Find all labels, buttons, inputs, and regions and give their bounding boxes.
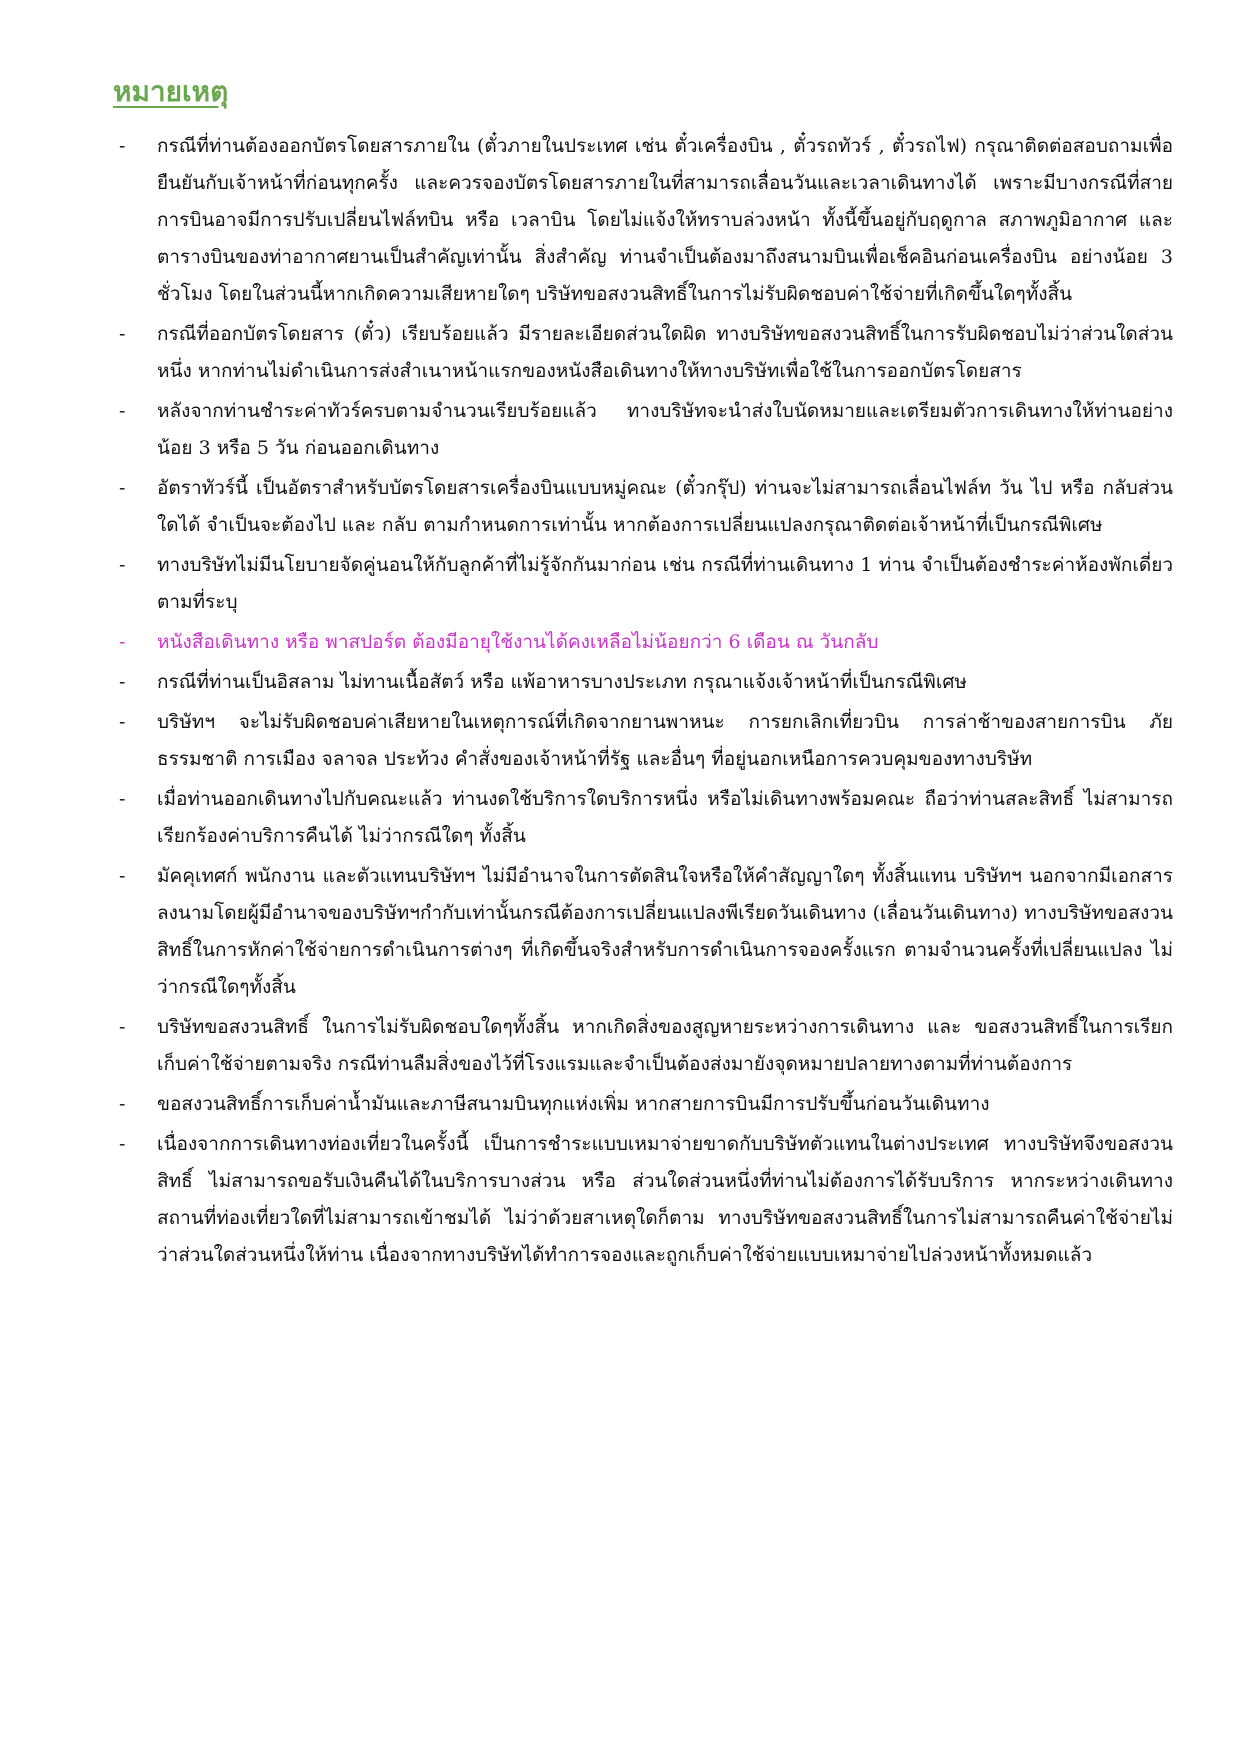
- notes-list: [113, 128, 1173, 1277]
- note-item-1: [113, 128, 1173, 313]
- bullet-dash: -: [119, 631, 126, 653]
- bullet-dash: -: [119, 865, 126, 887]
- note-text-6: หนังสือเดินทาง หรือ พาสปอร์ต ต้องมีอายุใช้งานได้คงเหลือไม่น้อยกว่า 6 เดือน ณ วันกลับ: [157, 631, 879, 653]
- bullet-dash: -: [119, 788, 126, 810]
- note-item-7: [113, 664, 1173, 701]
- note-text-13: เนื่องจากการเดินทางท่องเที่ยวในครั้งนี้ เป็นการชำระแบบเหมาจ่ายขาดกับบริษัทตัวแทนในต่างประเทศ ทางบริษัทจึงขอสงวนสิทธิ์ ไม่สามารถขอรับเงินคืนได้ในบริการบางส่วน หรือ ส่วนใดส่วนหนึ่งที่ท่านไม่ต้องการได้รับบริการ หากระหว่างเดินทาง สถานที่ท่องเที่ยวใดที่ไม่สามารถเข้าชมได้ ไม่ว่าด้วยสาเหตุใดก็ตาม ทางบริษัทขอสงวนสิทธิ์ในการไม่สามารถคืนค่าใช้จ่ายไม่ว่าส่วนใดส่วนหนึ่งให้ท่าน เนื่องจากทางบริษัทได้ทำการจองและถูกเก็บค่าใช้จ่ายแบบเหมาจ่ายไปล่วงหน้าทั้งหมดแล้ว: [157, 1133, 1173, 1266]
- bullet-dash: -: [119, 671, 126, 693]
- note-item-10: [113, 858, 1173, 1006]
- note-text-1: กรณีที่ท่านต้องออกบัตรโดยสารภายใน (ตั๋วภายในประเทศ เช่น ตั๋วเครื่องบิน , ตั๋วรถทัวร์ , ตั๋วรถไฟ) กรุณาติดต่อสอบถามเพื่อยืนยันกับเจ้าหน้าที่ก่อนทุกครั้ง และควรจองบัตรโดยสารภายในที่สามารถเลื่อนวันและเวลาเดินทางได้ เพราะมีบางกรณีที่สายการบินอาจมีการปรับเปลี่ยนไฟล์ทบิน หรือ เวลาบิน โดยไม่แจ้งให้ทราบล่วงหน้า ทั้งนี้ขึ้นอยู่กับฤดูกาล สภาพภูมิอากาศ และ ตารางบินของท่าอากาศยานเป็นสำคัญเท่านั้น สิ่งสำคัญ ท่านจำเป็นต้องมาถึงสนามบินเพื่อเช็คอินก่อนเครื่องบิน อย่างน้อย 3 ชั่วโมง โดยในส่วนนี้หากเกิดความเสียหายใดๆ บริษัทขอสงวนสิทธิ์ในการไม่รับผิดชอบค่าใช้จ่ายที่เกิดขึ้นใดๆทั้งสิ้น: [157, 135, 1173, 305]
- note-text-8: บริษัทฯ จะไม่รับผิดชอบค่าเสียหายในเหตุการณ์ที่เกิดจากยานพาหนะ การยกเลิกเที่ยวบิน การล่าช้าของสายการบิน ภัยธรรมชาติ การเมือง จลาจล ประท้วง คำสั่งของเจ้าหน้าที่รัฐ และอื่นๆ ที่อยู่นอกเหนือการควบคุมของทางบริษัท: [157, 711, 1173, 770]
- note-text-11: บริษัทขอสงวนสิทธิ์ ในการไม่รับผิดชอบใดๆทั้งสิ้น หากเกิดสิ่งของสูญหายระหว่างการเดินทาง และ ขอสงวนสิทธิ์ในการเรียกเก็บค่าใช้จ่ายตามจริง กรณีท่านลืมสิ่งของไว้ที่โรงแรมและจำเป็นต้องส่งมายังจุดหมายปลายทางตามที่ท่านต้องการ: [157, 1016, 1173, 1075]
- bullet-dash: -: [119, 1133, 126, 1155]
- bullet-dash: -: [119, 554, 126, 576]
- note-text-9: เมื่อท่านออกเดินทางไปกับคณะแล้ว ท่านงดใช้บริการใดบริการหนึ่ง หรือไม่เดินทางพร้อมคณะ ถือว่าท่านสละสิทธิ์ ไม่สามารถเรียกร้องค่าบริการคืนได้ ไม่ว่ากรณีใดๆ ทั้งสิ้น: [157, 788, 1173, 847]
- bullet-dash: -: [119, 135, 126, 157]
- note-item-13: [113, 1126, 1173, 1274]
- note-item-11: [113, 1009, 1173, 1083]
- note-text-10: มัคคุเทศก์ พนักงาน และตัวแทนบริษัทฯ ไม่มีอำนาจในการตัดสินใจหรือให้คำสัญญาใดๆ ทั้งสิ้นแทน บริษัทฯ นอกจากมีเอกสารลงนามโดยผู้มีอำนาจของบริษัทฯกำกับเท่านั้นกรณีต้องการเปลี่ยนแปลงพีเรียดวันเดินทาง (เลื่อนวันเดินทาง) ทางบริษัทขอสงวนสิทธิ์ในการหักค่าใช้จ่ายการดำเนินการต่างๆ ที่เกิดขึ้นจริงสำหรับการดำเนินการจองครั้งแรก ตามจำนวนครั้งที่เปลี่ยนแปลง ไม่ว่ากรณีใดๆทั้งสิ้น: [157, 865, 1173, 998]
- note-item-passport-highlight: [113, 624, 1173, 661]
- note-item-3: [113, 393, 1173, 467]
- note-text-5: ทางบริษัทไม่มีนโยบายจัดคู่นอนให้กับลูกค้าที่ไม่รู้จักกันมาก่อน เช่น กรณีที่ท่านเดินทาง 1 ท่าน จำเป็นต้องชำระค่าห้องพักเดี่ยวตามที่ระบุ: [157, 554, 1173, 613]
- note-text-3: หลังจากท่านชำระค่าทัวร์ครบตามจำนวนเรียบร้อยแล้ว ทางบริษัทจะนำส่งใบนัดหมายและเตรียมตัวการเดินทางให้ท่านอย่างน้อย 3 หรือ 5 วัน ก่อนออกเดินทาง: [157, 400, 1173, 459]
- bullet-dash: -: [119, 711, 126, 733]
- note-item-8: [113, 704, 1173, 778]
- note-item-5: [113, 547, 1173, 621]
- bullet-dash: -: [119, 400, 126, 422]
- note-text-12: ขอสงวนสิทธิ์การเก็บค่าน้ำมันและภาษีสนามบินทุกแห่งเพิ่ม หากสายการบินมีการปรับขึ้นก่อนวันเดินทาง: [157, 1093, 990, 1115]
- note-item-2: [113, 316, 1173, 390]
- notes-heading: หมายเหตุ: [113, 75, 229, 108]
- bullet-dash: -: [119, 1016, 126, 1038]
- note-item-4: [113, 470, 1173, 544]
- note-text-2: กรณีที่ออกบัตรโดยสาร (ตั๋ว) เรียบร้อยแล้ว มีรายละเอียดส่วนใดผิด ทางบริษัทขอสงวนสิทธิ์ในการรับผิดชอบไม่ว่าส่วนใดส่วนหนึ่ง หากท่านไม่ดำเนินการส่งสำเนาหน้าแรกของหนังสือเดินทางให้ทางบริษัทเพื่อใช้ในการออกบัตรโดยสาร: [157, 323, 1173, 382]
- note-text-7: กรณีที่ท่านเป็นอิสลาม ไม่ทานเนื้อสัตว์ หรือ แพ้อาหารบางประเภท กรุณาแจ้งเจ้าหน้าที่เป็นกรณีพิเศษ: [157, 671, 967, 693]
- bullet-dash: -: [119, 323, 126, 345]
- note-item-12: [113, 1086, 1173, 1123]
- note-item-9: [113, 781, 1173, 855]
- bullet-dash: -: [119, 1093, 126, 1115]
- note-text-4: อัตราทัวร์นี้ เป็นอัตราสำหรับบัตรโดยสารเครื่องบินแบบหมู่คณะ (ตั๋วกรุ๊ป) ท่านจะไม่สามารถเลื่อนไฟล์ท วัน ไป หรือ กลับส่วนใดได้ จำเป็นจะต้องไป และ กลับ ตามกำหนดการเท่านั้น หากต้องการเปลี่ยนแปลงกรุณาติดต่อเจ้าหน้าที่เป็นกรณีพิเศษ: [157, 477, 1173, 536]
- bullet-dash: -: [119, 477, 126, 499]
